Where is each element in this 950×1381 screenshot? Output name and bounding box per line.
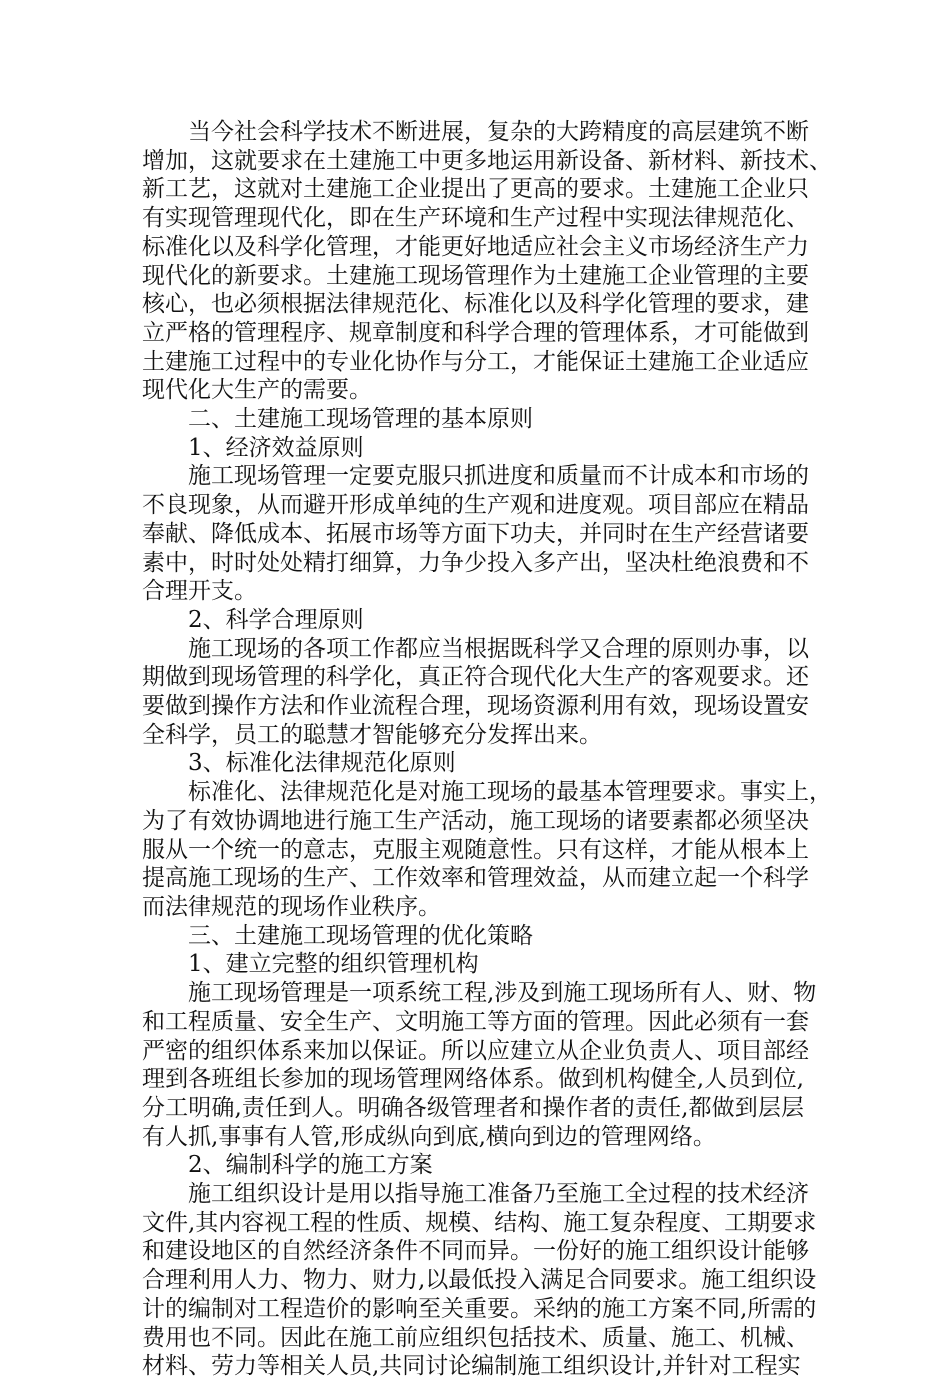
paragraph-line: 立严格的管理程序、规章制度和科学合理的管理体系，才可能做到 xyxy=(142,319,809,346)
paragraph-line: 合理利用人力、物力、财力,以最低投入满足合同要求。施工组织设 xyxy=(142,1267,817,1294)
paragraph-line: 服从一个统一的意志，克服主观随意性。只有这样，才能从根本上 xyxy=(142,836,809,863)
paragraph-line: 不良现象，从而避开形成单纯的生产观和进度观。项目部应在精品 xyxy=(142,492,809,519)
paragraph-line: 期做到现场管理的科学化，真正符合现代化大生产的客观要求。还 xyxy=(142,664,809,691)
paragraph-line: 标准化、法律规范化是对施工现场的最基本管理要求。事实上， xyxy=(188,779,832,806)
paragraph-line: 而法律规范的现场作业秩序。 xyxy=(142,893,441,920)
paragraph xyxy=(142,635,809,750)
paragraph-line: 施工现场管理一定要克服只抓进度和质量而不计成本和市场的 xyxy=(188,463,809,490)
paragraph-line: 现代化大生产的需要。 xyxy=(142,377,372,404)
paragraph-line: 有实现管理现代化，即在生产环境和生产过程中实现法律规范化、 xyxy=(142,205,809,232)
paragraph-line: 增加，这就要求在土建施工中更多地运用新设备、新材料、新技术、 xyxy=(142,147,832,174)
paragraph-line: 分工明确,责任到人。明确各级管理者和操作者的责任,都做到层层 xyxy=(142,1094,804,1121)
paragraph-line: 费用也不同。因此在施工前应组织包括技术、质量、施工、机械、 xyxy=(142,1324,809,1351)
paragraph-line: 全科学，员工的聪慧才智能够充分发挥出来。 xyxy=(142,721,602,748)
paragraph-line: 理到各班组长参加的现场管理网络体系。做到机构健全,人员到位, xyxy=(142,1066,804,1093)
paragraph-line: 文件,其内容视工程的性质、规模、结构、施工复杂程度、工期要求 xyxy=(142,1209,817,1236)
paragraph-line: 要做到操作方法和作业流程合理，现场资源利用有效，现场设置安 xyxy=(142,693,809,720)
section-heading: 3、标准化法律规范化原则 xyxy=(188,750,456,777)
paragraph-line: 和工程质量、安全生产、文明施工等方面的管理。因此必须有一套 xyxy=(142,1008,809,1035)
paragraph-line: 提高施工现场的生产、工作效率和管理效益，从而建立起一个科学 xyxy=(142,865,809,892)
paragraph xyxy=(142,979,817,1151)
paragraph-line: 新工艺，这就对土建施工企业提出了更高的要求。土建施工企业只 xyxy=(142,176,809,203)
paragraph-line: 现代化的新要求。土建施工现场管理作为土建施工企业管理的主要 xyxy=(142,262,809,289)
paragraph-line: 合理开支。 xyxy=(142,578,257,605)
paragraph-line: 有人抓,事事有人管,形成纵向到底,横向到边的管理网络。 xyxy=(142,1123,716,1150)
paragraph xyxy=(142,778,832,922)
paragraph xyxy=(142,1180,817,1381)
section-heading: 三、土建施工现场管理的优化策略 xyxy=(188,922,533,949)
paragraph-line: 计的编制对工程造价的影响至关重要。采纳的施工方案不同,所需的 xyxy=(142,1295,817,1322)
paragraph-line: 为了有效协调地进行施工生产活动，施工现场的诸要素都必须坚决 xyxy=(142,807,809,834)
section-heading: 2、科学合理原则 xyxy=(188,606,364,633)
section-heading: 1、建立完整的组织管理机构 xyxy=(188,951,479,978)
paragraph xyxy=(142,118,832,405)
paragraph-line: 施工组织设计是用以指导施工准备乃至施工全过程的技术经济 xyxy=(188,1181,809,1208)
paragraph-line: 施工现场的各项工作都应当根据既科学又合理的原则办事，以 xyxy=(188,635,809,662)
paragraph-line: 素中，时时处处精打细算，力争少投入多产出，坚决杜绝浪费和不 xyxy=(142,549,809,576)
paragraph-line: 当今社会科学技术不断进展，复杂的大跨精度的高层建筑不断 xyxy=(188,119,809,145)
paragraph-line: 土建施工过程中的专业化协作与分工，才能保证土建施工企业适应 xyxy=(142,348,809,375)
section-heading: 2、编制科学的施工方案 xyxy=(188,1152,433,1179)
section-heading: 二、土建施工现场管理的基本原则 xyxy=(188,406,533,433)
paragraph-line: 严密的组织体系来加以保证。所以应建立从企业负责人、项目部经 xyxy=(142,1037,809,1064)
paragraph-line: 施工现场管理是一项系统工程,涉及到施工现场所有人、财、物 xyxy=(188,980,817,1007)
paragraph-line: 标准化以及科学化管理，才能更好地适应社会主义市场经济生产力 xyxy=(142,233,809,260)
document-body xyxy=(142,118,832,1381)
paragraph-line: 和建设地区的自然经济条件不同而异。一份好的施工组织设计能够 xyxy=(142,1238,809,1265)
paragraph-line: 奉献、降低成本、拓展市场等方面下功夫，并同时在生产经营诸要 xyxy=(142,520,809,547)
paragraph-line: 核心，也必须根据法律规范化、标准化以及科学化管理的要求，建 xyxy=(142,291,809,318)
paragraph xyxy=(142,462,809,606)
paragraph-line: 材料、劳力等相关人员,共同讨论编制施工组织设计,并针对工程实 xyxy=(142,1353,801,1380)
section-heading: 1、经济效益原则 xyxy=(188,434,364,461)
